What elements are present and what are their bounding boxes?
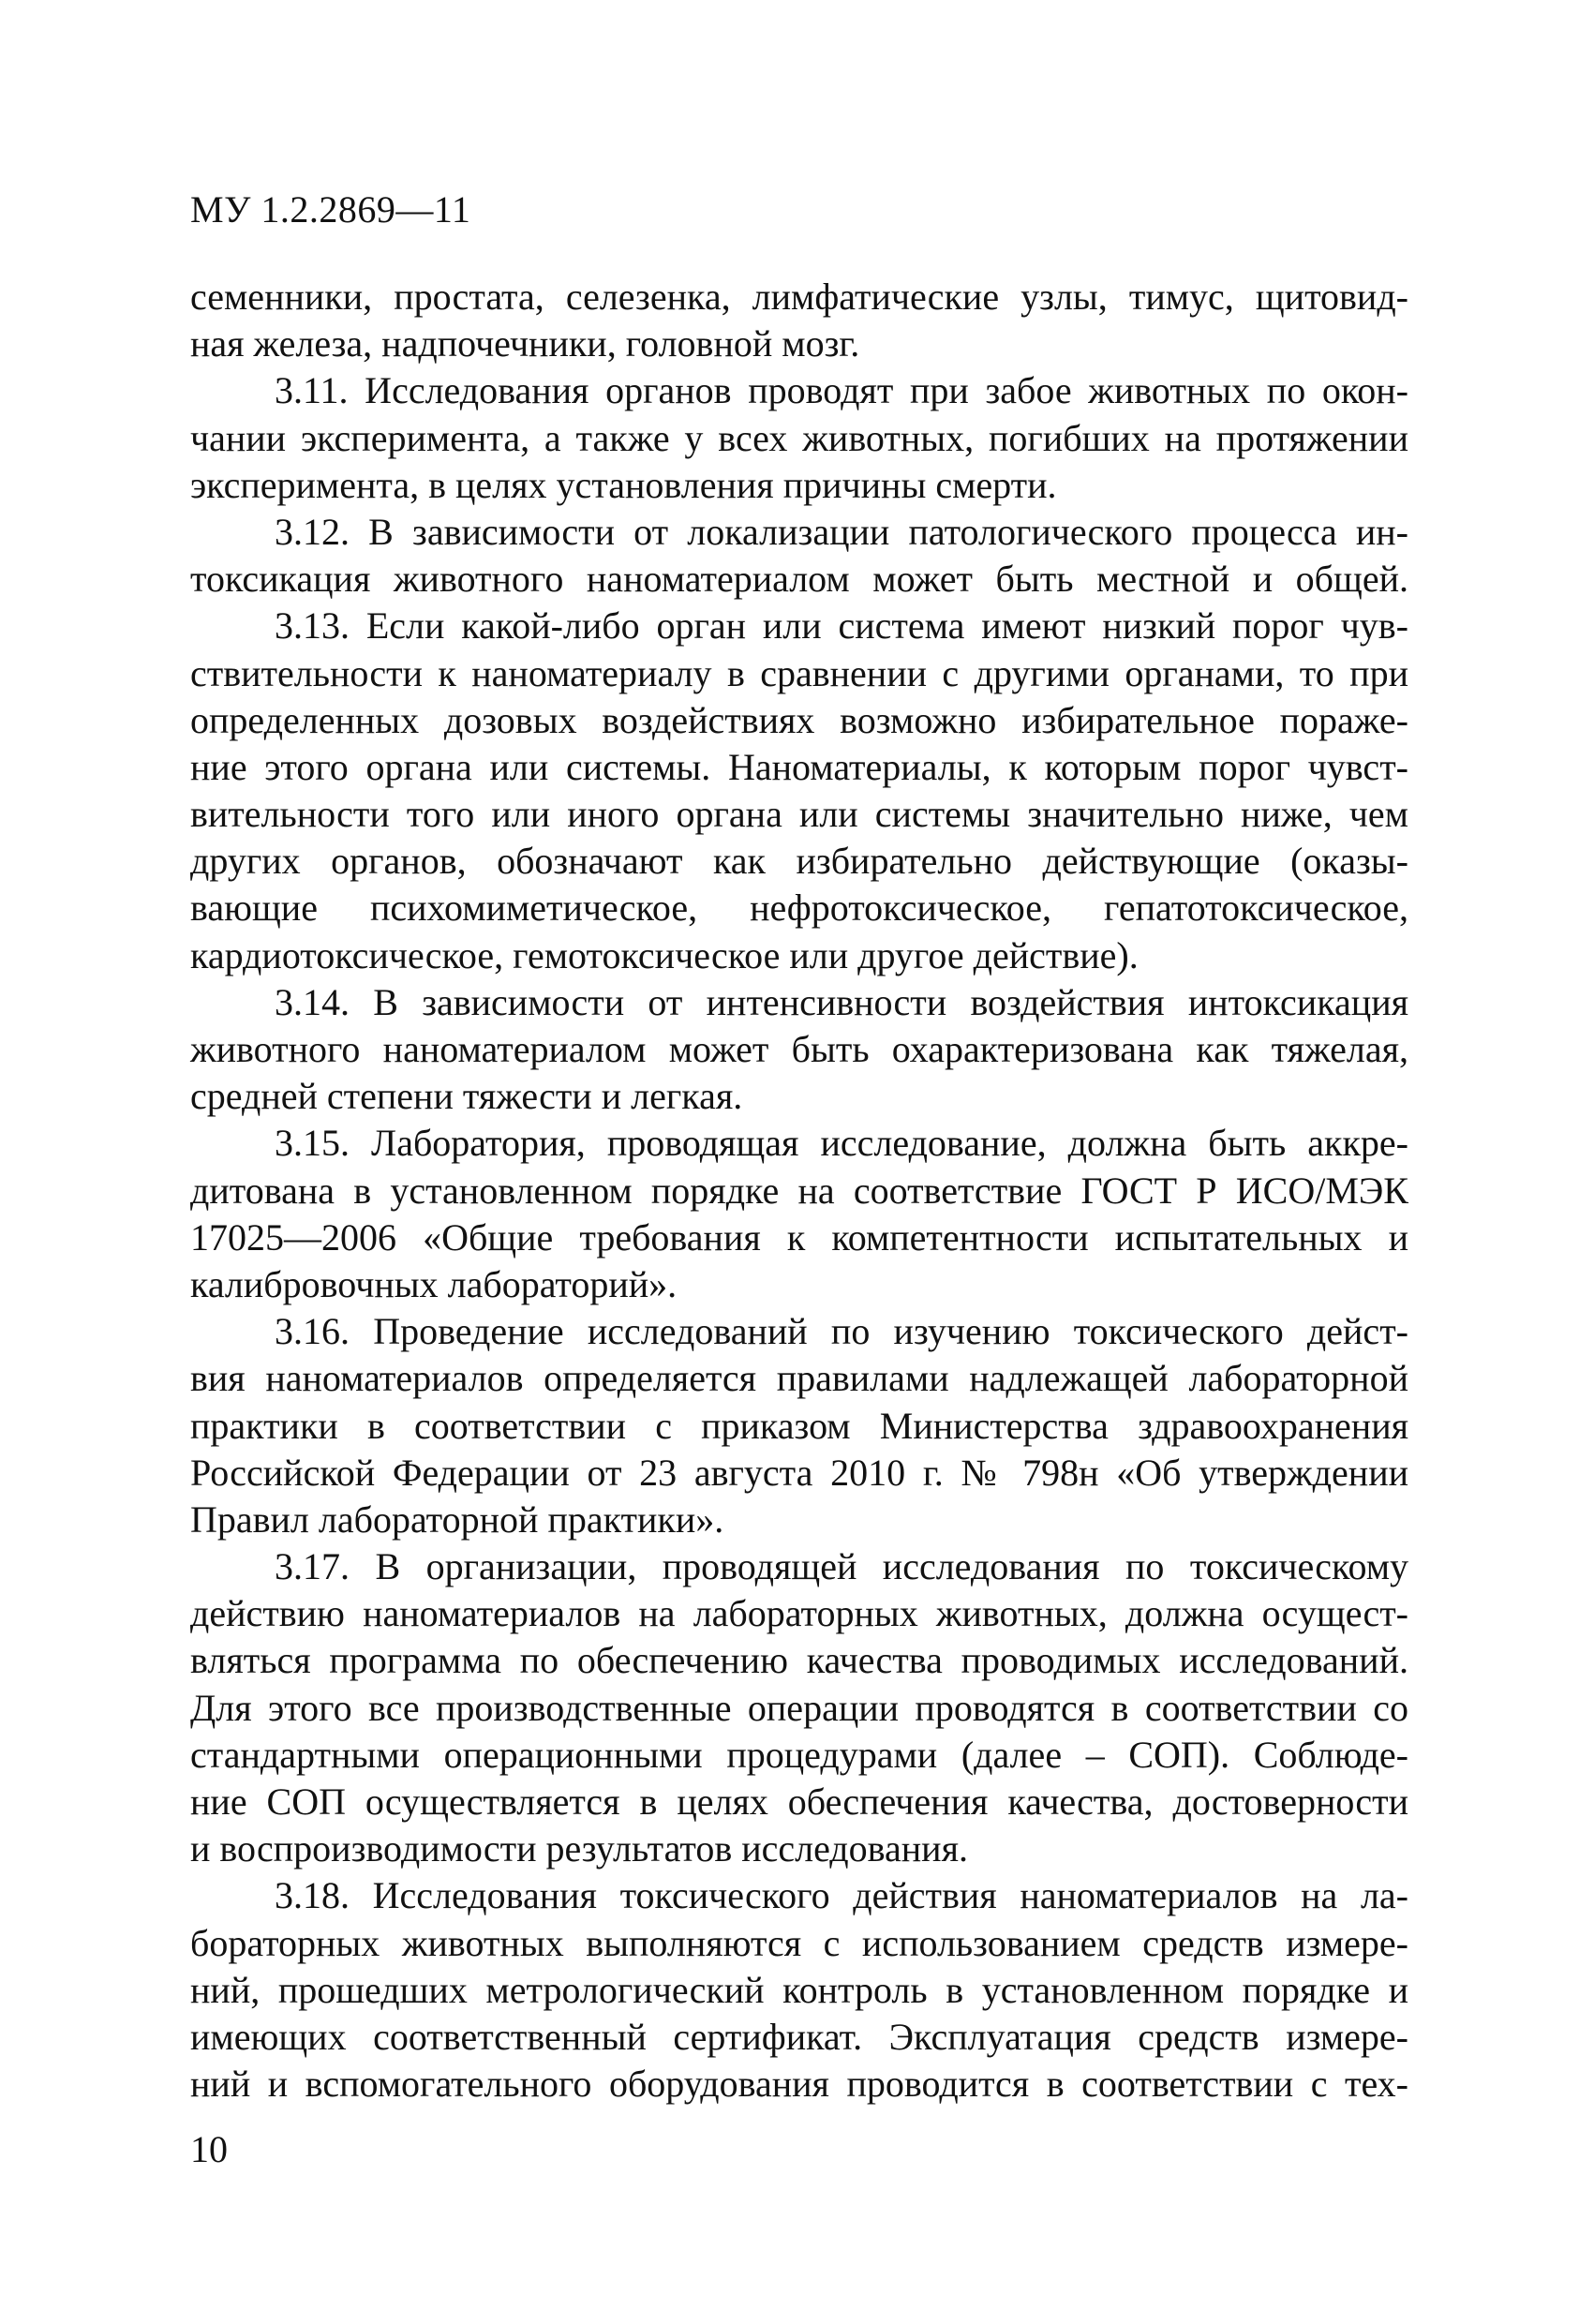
text-line: Российской Федерации от 23 августа 2010 г. № 798н «Об утверждении — [190, 1451, 1408, 1494]
paragraph-3-18-start: 3.18. Исследования токсического действия наноматериалов на ла- — [275, 1874, 1408, 1917]
text-line: Правил лабораторной практики». — [190, 1497, 724, 1541]
text-line: токсикация животного наноматериалом может быть местной и общей. — [190, 558, 1408, 601]
text-line: Для этого все производственные операции проводятся в соответствии со — [190, 1686, 1408, 1729]
text-line: других органов, обозначают как избирательно действующие (оказы- — [190, 840, 1408, 883]
text-line: ние СОП осуществляется в целях обеспечения качества, достоверности — [190, 1780, 1408, 1823]
text-line: и воспроизводимости результатов исследования. — [190, 1827, 968, 1870]
text-line: ная железа, надпочечники, головной мозг. — [190, 322, 860, 365]
text-line: животного наноматериалом может быть охарактеризована как тяжелая, — [190, 1028, 1408, 1070]
text-line: средней степени тяжести и легкая. — [190, 1075, 743, 1118]
text-line: практики в соответствии с приказом Министерства здравоохранения — [190, 1404, 1408, 1447]
paragraph-3-16-start: 3.16. Проведение исследований по изучению токсического дейст- — [275, 1310, 1408, 1353]
paragraph-3-13-start: 3.13. Если какой-либо орган или система имеют низкий порог чув- — [275, 604, 1408, 648]
text-line: эксперимента, в целях установления причины смерти. — [190, 463, 1057, 506]
paragraph-3-12-start: 3.12. В зависимости от локализации патологического процесса ин- — [275, 510, 1408, 553]
text-line: ний, прошедших метрологический контроль в установленном порядке и — [190, 1968, 1408, 2011]
text-line: вия наноматериалов определяется правилами надлежащей лабораторной — [190, 1357, 1408, 1400]
text-line: стандартными операционными процедурами (далее – СОП). Соблюде- — [190, 1733, 1408, 1776]
text-line: вающие психомиметическое, нефротоксическое, гепатотоксическое, — [190, 886, 1408, 930]
text-line: ний и вспомогательного оборудования проводится в соответствии с тех- — [190, 2063, 1408, 2106]
page-number: 10 — [190, 2128, 228, 2170]
text-line: семенники, простата, селезенка, лимфатические узлы, тимус, щитовид- — [190, 276, 1408, 318]
text-line: ствительности к наноматериалу в сравнении с другими органами, то при — [190, 651, 1408, 694]
paragraph-3-14-start: 3.14. В зависимости от интенсивности воздействия интоксикация — [275, 980, 1408, 1023]
text-line: дитована в установленном порядке на соответствие ГОСТ Р ИСО/МЭК — [190, 1169, 1408, 1212]
text-line: ние этого органа или системы. Наноматериалы, к которым порог чувст- — [190, 745, 1408, 788]
paragraph-3-11-start: 3.11. Исследования органов проводят при забое животных по окон- — [275, 369, 1408, 412]
document-code-header: МУ 1.2.2869—11 — [190, 188, 471, 231]
text-line: калибровочных лабораторий». — [190, 1262, 678, 1305]
text-line: чании эксперимента, а также у всех животных, погибших на протяжении — [190, 416, 1408, 459]
text-line: имеющих соответственный сертификат. Эксплуатация средств измере- — [190, 2015, 1408, 2058]
text-line: вительности того или иного органа или системы значительно ниже, чем — [190, 793, 1408, 836]
paragraph-3-15-start: 3.15. Лаборатория, проводящая исследование, должна быть аккре- — [275, 1122, 1408, 1165]
text-line: бораторных животных выполняются с использованием средств измере- — [190, 1921, 1408, 1964]
text-line: 17025—2006 «Общие требования к компетентности испытательных и — [190, 1215, 1408, 1259]
text-line: кардиотоксическое, гемотоксическое или другое действие). — [190, 933, 1139, 976]
text-line: действию наноматериалов на лабораторных животных, должна осущест- — [190, 1592, 1408, 1635]
text-line: вляться программа по обеспечению качества проводимых исследований. — [190, 1639, 1408, 1682]
text-line: определенных дозовых воздействиях возможно избирательное пораже- — [190, 698, 1408, 741]
body-text — [190, 274, 1408, 2108]
paragraph-3-17-start: 3.17. В организации, проводящей исследования по токсическому — [275, 1545, 1408, 1588]
